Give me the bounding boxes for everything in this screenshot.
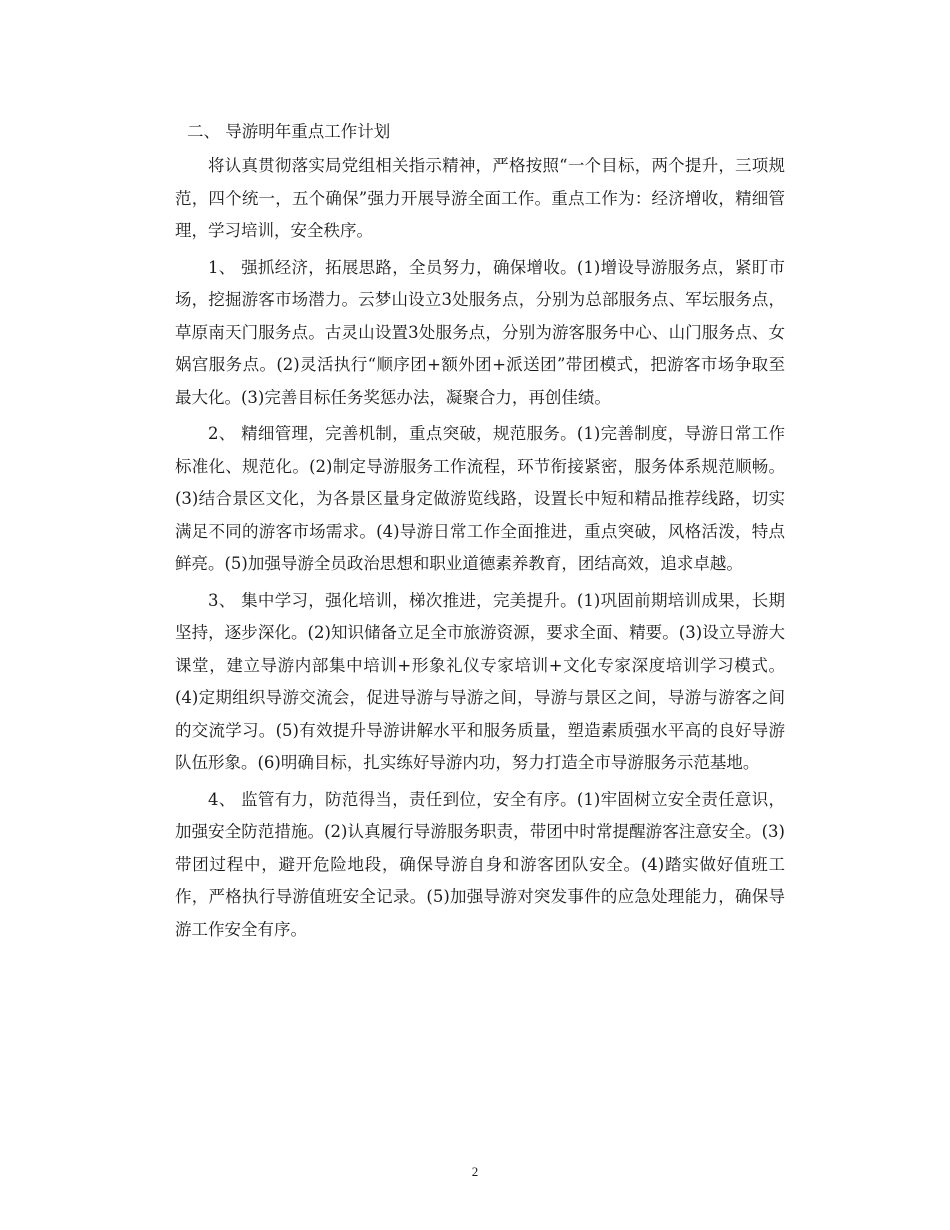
paragraph-training: 3、 集中学习，强化培训，梯次推进，完美提升。(1)巩固前期培训成果，长期坚持，逐步深化。(2)知识储备立足全市旅游资源，要求全面、精要。(3)设立导游大课堂，建立导游内部集中培训+形象礼仪专家培训+文化专家深度培训学习模式。(4)定期组织导游交流会，促进导游与导游之间，导游与景区之间，导游与游客之间的交流学习。(5)有效提升导游讲解水平和服务质量，塑造素质强水平高的良好导游队伍形象。(6)明确目标，扎实练好导游内功，努力打造全市导游服务示范基地。 [175, 590, 785, 772]
paragraph-management: 2、 精细管理，完善机制，重点突破，规范服务。(1)完善制度，导游日常工作标准化、规范化。(2)制定导游服务工作流程，环节衔接紧密，服务体系规范顺畅。(3)结合景区文化，为各景区量身定做游览线路，设置长中短和精品推荐线路，切实满足不同的游客市场需求。(4)导游日常工作全面推进，重点突破，风格活泼，特点鲜亮。(5)加强导游全员政治思想和职业道德素养教育，团结高效，追求卓越。 [175, 424, 785, 573]
paragraph-safety: 4、 监管有力，防范得当，责任到位，安全有序。(1)牢固树立安全责任意识，加强安全防范措施。(2)认真履行导游服务职责，带团中时常提醒游客注意安全。(3)带团过程中，避开危险地段，确保导游自身和游客团队安全。(4)踏实做好值班工作，严格执行导游值班安全记录。(5)加强导游对突发事件的应急处理能力，确保导游工作安全有序。 [175, 789, 785, 939]
document-body [175, 116, 785, 950]
section-heading: 二、 导游明年重点工作计划 [187, 122, 391, 141]
intro-paragraph: 将认真贯彻落实局党组相关指示精神，严格按照“一个目标，两个提升，三项规范，四个统一，五个确保”强力开展导游全面工作。重点工作为：经济增收，精细管理，学习培训，安全秩序。 [175, 156, 785, 240]
paragraph-economy: 1、 强抓经济，拓展思路，全员努力，确保增收。(1)增设导游服务点，紧盯市场，挖掘游客市场潜力。云梦山设立3处服务点，分别为总部服务点、军坛服务点，草原南天门服务点。古灵山设置3处服务点，分别为游客服务中心、山门服务点、女娲宫服务点。(2)灵活执行“顺序团+额外团+派送团”带团模式，把游客市场争取至最大化。(3)完善目标任务奖惩办法，凝聚合力，再创佳绩。 [175, 257, 785, 407]
page-number: 2 [471, 1164, 479, 1179]
